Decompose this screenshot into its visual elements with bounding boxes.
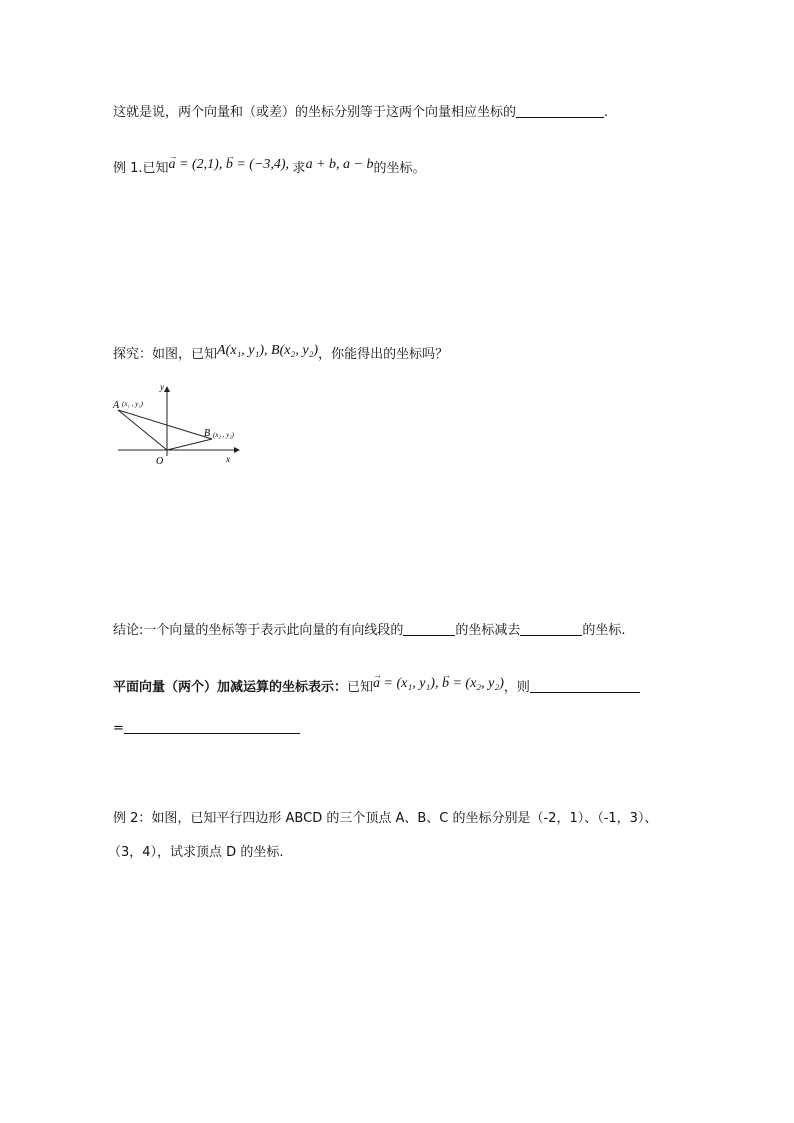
statement-line bbox=[113, 105, 608, 121]
statement-end: . bbox=[604, 105, 609, 120]
label-point-b-coords: (x₂ , y₂) bbox=[213, 431, 234, 439]
rule-equals: = bbox=[113, 721, 124, 736]
example-1-qiu: 求 bbox=[292, 161, 306, 176]
explore-suffix: ，你能得出的坐标吗？ bbox=[318, 347, 449, 362]
addition-rule bbox=[113, 676, 640, 696]
rule-vector-b: → b bbox=[442, 676, 449, 692]
rule-vector-a: → a bbox=[373, 676, 380, 692]
conclusion-part-2: 的坐标减去 bbox=[455, 623, 521, 638]
conclusion bbox=[113, 623, 626, 639]
explore-formula: A(x₁, y₁), B(x₂, y₂) bbox=[217, 343, 319, 358]
statement-text: 这就是说，两个向量和（或差）的坐标分别等于这两个向量相应坐标的 bbox=[113, 105, 517, 120]
rule-vector-a-value: = (x₁, y₁), bbox=[380, 676, 442, 691]
answer-blank-5[interactable] bbox=[124, 721, 300, 734]
vector-b-value: = (−3,4), bbox=[232, 157, 293, 172]
answer-blank-3[interactable] bbox=[520, 623, 582, 636]
label-point-b: B bbox=[204, 428, 211, 439]
conclusion-part-1: 结论:一个向量的坐标等于表示此向量的有向线段的 bbox=[113, 623, 404, 638]
segment-oa bbox=[118, 410, 167, 450]
rule-title: 平面向量（两个）加减运算的坐标表示： bbox=[113, 680, 348, 695]
segment-ab bbox=[118, 410, 212, 439]
vector-b: → b bbox=[226, 157, 233, 173]
rule-vector-b-value: = (x₂, y₂) bbox=[448, 676, 504, 691]
x-axis-arrow bbox=[234, 447, 240, 453]
answer-blank-1[interactable] bbox=[516, 105, 604, 118]
vector-a: → a bbox=[169, 157, 176, 173]
example-1-prefix: 例 1.已知 bbox=[113, 161, 169, 176]
label-origin: O bbox=[156, 456, 164, 467]
rule-formula bbox=[373, 676, 504, 691]
rule-suffix: ，则 bbox=[503, 680, 530, 695]
example-2-line-1: 例 2：如图，已知平行四边形 ABCD 的三个顶点 A、B、C 的坐标分别是（-2，1）、（-1，3）、 bbox=[113, 811, 658, 826]
label-point-a-coords: (x₁ , y₁) bbox=[122, 400, 143, 408]
example-1-expression: a + b, a − b bbox=[305, 157, 374, 172]
explore-question bbox=[113, 343, 448, 363]
addition-rule-line-2 bbox=[113, 721, 300, 737]
coordinate-diagram bbox=[112, 384, 252, 468]
explore-prefix: 探究：如图，已知 bbox=[113, 347, 218, 362]
example-1-formula bbox=[169, 157, 293, 172]
vector-a-value: = (2,1), bbox=[175, 157, 226, 172]
segment-ob bbox=[167, 439, 212, 450]
label-x: x bbox=[226, 454, 230, 464]
answer-blank-2[interactable] bbox=[403, 623, 455, 636]
y-axis-arrow bbox=[164, 386, 170, 392]
example-2-line-2: （3，4），试求顶点 D 的坐标. bbox=[108, 845, 284, 860]
label-point-a: A bbox=[113, 400, 120, 411]
conclusion-part-3: 的坐标. bbox=[582, 623, 626, 638]
example-1-suffix: 的坐标。 bbox=[373, 161, 426, 176]
example-1 bbox=[113, 157, 425, 177]
rule-prefix: 已知 bbox=[347, 680, 374, 695]
answer-blank-4[interactable] bbox=[530, 680, 640, 693]
label-y: y bbox=[160, 384, 164, 392]
